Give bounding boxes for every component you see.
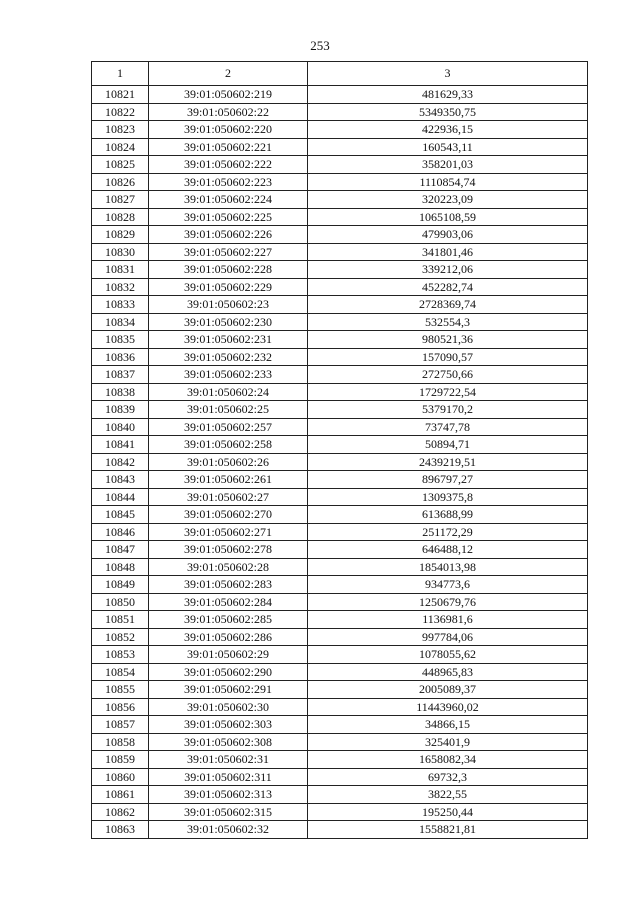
row-number-cell: 10859 bbox=[92, 751, 149, 769]
cadastral-value-cell: 613688,99 bbox=[308, 506, 588, 524]
cadastral-value-cell: 980521,36 bbox=[308, 331, 588, 349]
row-number-cell: 10850 bbox=[92, 593, 149, 611]
row-number-cell: 10827 bbox=[92, 191, 149, 209]
cadastral-number-cell: 39:01:050602:28 bbox=[149, 558, 308, 576]
cadastral-number-cell: 39:01:050602:232 bbox=[149, 348, 308, 366]
row-number-cell: 10830 bbox=[92, 243, 149, 261]
cadastral-number-cell: 39:01:050602:271 bbox=[149, 523, 308, 541]
table-row bbox=[92, 698, 588, 716]
cadastral-number-cell: 39:01:050602:283 bbox=[149, 576, 308, 594]
table-row bbox=[92, 313, 588, 331]
row-number-cell: 10863 bbox=[92, 821, 149, 839]
table-row bbox=[92, 821, 588, 839]
cadastral-number-cell: 39:01:050602:291 bbox=[149, 681, 308, 699]
cadastral-value-cell: 358201,03 bbox=[308, 156, 588, 174]
cadastral-number-cell: 39:01:050602:257 bbox=[149, 418, 308, 436]
cadastral-number-cell: 39:01:050602:233 bbox=[149, 366, 308, 384]
row-number-cell: 10860 bbox=[92, 768, 149, 786]
row-number-cell: 10847 bbox=[92, 541, 149, 559]
column-header-1: 1 bbox=[92, 62, 149, 86]
table-row bbox=[92, 226, 588, 244]
table-row bbox=[92, 173, 588, 191]
cadastral-number-cell: 39:01:050602:315 bbox=[149, 803, 308, 821]
row-number-cell: 10846 bbox=[92, 523, 149, 541]
table-row bbox=[92, 803, 588, 821]
cadastral-number-cell: 39:01:050602:221 bbox=[149, 138, 308, 156]
cadastral-number-cell: 39:01:050602:313 bbox=[149, 786, 308, 804]
cadastral-value-cell: 1729722,54 bbox=[308, 383, 588, 401]
cadastral-value-cell: 73747,78 bbox=[308, 418, 588, 436]
cadastral-number-cell: 39:01:050602:228 bbox=[149, 261, 308, 279]
table-row bbox=[92, 558, 588, 576]
row-number-cell: 10855 bbox=[92, 681, 149, 699]
cadastral-number-cell: 39:01:050602:24 bbox=[149, 383, 308, 401]
table-header bbox=[92, 62, 588, 86]
table-row bbox=[92, 103, 588, 121]
row-number-cell: 10844 bbox=[92, 488, 149, 506]
cadastral-value-cell: 452282,74 bbox=[308, 278, 588, 296]
table-row bbox=[92, 733, 588, 751]
cadastral-value-cell: 1110854,74 bbox=[308, 173, 588, 191]
table-row bbox=[92, 436, 588, 454]
cadastral-number-cell: 39:01:050602:29 bbox=[149, 646, 308, 664]
cadastral-number-cell: 39:01:050602:270 bbox=[149, 506, 308, 524]
row-number-cell: 10822 bbox=[92, 103, 149, 121]
cadastral-number-cell: 39:01:050602:286 bbox=[149, 628, 308, 646]
row-number-cell: 10861 bbox=[92, 786, 149, 804]
table-row bbox=[92, 576, 588, 594]
cadastral-number-cell: 39:01:050602:261 bbox=[149, 471, 308, 489]
table-row bbox=[92, 646, 588, 664]
row-number-cell: 10835 bbox=[92, 331, 149, 349]
row-number-cell: 10832 bbox=[92, 278, 149, 296]
column-header-2: 2 bbox=[149, 62, 308, 86]
cadastral-number-cell: 39:01:050602:311 bbox=[149, 768, 308, 786]
row-number-cell: 10856 bbox=[92, 698, 149, 716]
row-number-cell: 10843 bbox=[92, 471, 149, 489]
table-row bbox=[92, 331, 588, 349]
row-number-cell: 10838 bbox=[92, 383, 149, 401]
table-row bbox=[92, 366, 588, 384]
cadastral-value-cell: 272750,66 bbox=[308, 366, 588, 384]
table-row bbox=[92, 716, 588, 734]
cadastral-value-cell: 5349350,75 bbox=[308, 103, 588, 121]
cadastral-number-cell: 39:01:050602:230 bbox=[149, 313, 308, 331]
row-number-cell: 10851 bbox=[92, 611, 149, 629]
row-number-cell: 10840 bbox=[92, 418, 149, 436]
table-row bbox=[92, 261, 588, 279]
row-number-cell: 10834 bbox=[92, 313, 149, 331]
cadastral-value-cell: 1250679,76 bbox=[308, 593, 588, 611]
table-row bbox=[92, 243, 588, 261]
table-row bbox=[92, 681, 588, 699]
table-row bbox=[92, 156, 588, 174]
cadastral-number-cell: 39:01:050602:23 bbox=[149, 296, 308, 314]
table-row bbox=[92, 593, 588, 611]
cadastral-value-cell: 1065108,59 bbox=[308, 208, 588, 226]
row-number-cell: 10826 bbox=[92, 173, 149, 191]
table-row bbox=[92, 488, 588, 506]
table-body bbox=[92, 86, 588, 839]
cadastral-value-cell: 325401,9 bbox=[308, 733, 588, 751]
table-row bbox=[92, 506, 588, 524]
table-row bbox=[92, 191, 588, 209]
table-row bbox=[92, 121, 588, 139]
cadastral-value-cell: 896797,27 bbox=[308, 471, 588, 489]
row-number-cell: 10824 bbox=[92, 138, 149, 156]
row-number-cell: 10849 bbox=[92, 576, 149, 594]
cadastral-number-cell: 39:01:050602:303 bbox=[149, 716, 308, 734]
cadastral-value-cell: 157090,57 bbox=[308, 348, 588, 366]
cadastral-number-cell: 39:01:050602:220 bbox=[149, 121, 308, 139]
cadastral-number-cell: 39:01:050602:222 bbox=[149, 156, 308, 174]
table-row bbox=[92, 348, 588, 366]
cadastral-value-cell: 160543,11 bbox=[308, 138, 588, 156]
cadastral-value-cell: 320223,09 bbox=[308, 191, 588, 209]
row-number-cell: 10845 bbox=[92, 506, 149, 524]
row-number-cell: 10854 bbox=[92, 663, 149, 681]
cadastral-value-cell: 2439219,51 bbox=[308, 453, 588, 471]
cadastral-number-cell: 39:01:050602:227 bbox=[149, 243, 308, 261]
cadastral-value-cell: 11443960,02 bbox=[308, 698, 588, 716]
row-number-cell: 10841 bbox=[92, 436, 149, 454]
cadastral-value-cell: 251172,29 bbox=[308, 523, 588, 541]
page-number: 253 bbox=[310, 38, 330, 53]
table-row bbox=[92, 768, 588, 786]
cadastral-value-cell: 934773,6 bbox=[308, 576, 588, 594]
cadastral-number-cell: 39:01:050602:231 bbox=[149, 331, 308, 349]
cadastral-number-cell: 39:01:050602:290 bbox=[149, 663, 308, 681]
row-number-cell: 10825 bbox=[92, 156, 149, 174]
cadastral-number-cell: 39:01:050602:31 bbox=[149, 751, 308, 769]
cadastral-value-cell: 1854013,98 bbox=[308, 558, 588, 576]
cadastral-value-cell: 646488,12 bbox=[308, 541, 588, 559]
row-number-cell: 10829 bbox=[92, 226, 149, 244]
cadastral-value-cell: 2005089,37 bbox=[308, 681, 588, 699]
table-row bbox=[92, 628, 588, 646]
row-number-cell: 10836 bbox=[92, 348, 149, 366]
cadastral-value-cell: 69732,3 bbox=[308, 768, 588, 786]
row-number-cell: 10828 bbox=[92, 208, 149, 226]
cadastral-value-cell: 195250,44 bbox=[308, 803, 588, 821]
row-number-cell: 10839 bbox=[92, 401, 149, 419]
table-row bbox=[92, 296, 588, 314]
cadastral-number-cell: 39:01:050602:219 bbox=[149, 86, 308, 104]
cadastral-number-cell: 39:01:050602:278 bbox=[149, 541, 308, 559]
cadastral-value-cell: 341801,46 bbox=[308, 243, 588, 261]
cadastral-number-cell: 39:01:050602:26 bbox=[149, 453, 308, 471]
cadastral-value-cell: 339212,06 bbox=[308, 261, 588, 279]
cadastral-number-cell: 39:01:050602:285 bbox=[149, 611, 308, 629]
row-number-cell: 10837 bbox=[92, 366, 149, 384]
cadastral-number-cell: 39:01:050602:226 bbox=[149, 226, 308, 244]
cadastral-number-cell: 39:01:050602:223 bbox=[149, 173, 308, 191]
table-row bbox=[92, 471, 588, 489]
cadastral-value-cell: 479903,06 bbox=[308, 226, 588, 244]
cadastral-number-cell: 39:01:050602:22 bbox=[149, 103, 308, 121]
table-row bbox=[92, 138, 588, 156]
cadastral-number-cell: 39:01:050602:27 bbox=[149, 488, 308, 506]
column-header-3: 3 bbox=[308, 62, 588, 86]
cadastral-value-table bbox=[91, 61, 588, 839]
cadastral-value-cell: 5379170,2 bbox=[308, 401, 588, 419]
cadastral-value-cell: 997784,06 bbox=[308, 628, 588, 646]
cadastral-number-cell: 39:01:050602:284 bbox=[149, 593, 308, 611]
cadastral-number-cell: 39:01:050602:308 bbox=[149, 733, 308, 751]
row-number-cell: 10848 bbox=[92, 558, 149, 576]
cadastral-value-cell: 34866,15 bbox=[308, 716, 588, 734]
table-row bbox=[92, 401, 588, 419]
table-row bbox=[92, 383, 588, 401]
row-number-cell: 10821 bbox=[92, 86, 149, 104]
cadastral-value-cell: 532554,3 bbox=[308, 313, 588, 331]
cadastral-number-cell: 39:01:050602:229 bbox=[149, 278, 308, 296]
table-row bbox=[92, 453, 588, 471]
table-row bbox=[92, 611, 588, 629]
row-number-cell: 10862 bbox=[92, 803, 149, 821]
cadastral-value-cell: 2728369,74 bbox=[308, 296, 588, 314]
cadastral-value-cell: 1658082,34 bbox=[308, 751, 588, 769]
row-number-cell: 10842 bbox=[92, 453, 149, 471]
table-row bbox=[92, 751, 588, 769]
table-row bbox=[92, 523, 588, 541]
cadastral-number-cell: 39:01:050602:258 bbox=[149, 436, 308, 454]
table-row bbox=[92, 418, 588, 436]
row-number-cell: 10853 bbox=[92, 646, 149, 664]
row-number-cell: 10831 bbox=[92, 261, 149, 279]
cadastral-number-cell: 39:01:050602:32 bbox=[149, 821, 308, 839]
table-row bbox=[92, 278, 588, 296]
header-row bbox=[92, 62, 588, 86]
cadastral-value-cell: 422936,15 bbox=[308, 121, 588, 139]
cadastral-number-cell: 39:01:050602:30 bbox=[149, 698, 308, 716]
row-number-cell: 10858 bbox=[92, 733, 149, 751]
cadastral-value-cell: 50894,71 bbox=[308, 436, 588, 454]
table-row bbox=[92, 663, 588, 681]
row-number-cell: 10852 bbox=[92, 628, 149, 646]
cadastral-number-cell: 39:01:050602:25 bbox=[149, 401, 308, 419]
cadastral-value-cell: 3822,55 bbox=[308, 786, 588, 804]
table-row bbox=[92, 208, 588, 226]
row-number-cell: 10833 bbox=[92, 296, 149, 314]
cadastral-value-cell: 1078055,62 bbox=[308, 646, 588, 664]
cadastral-number-cell: 39:01:050602:225 bbox=[149, 208, 308, 226]
cadastral-value-cell: 1558821,81 bbox=[308, 821, 588, 839]
row-number-cell: 10823 bbox=[92, 121, 149, 139]
cadastral-number-cell: 39:01:050602:224 bbox=[149, 191, 308, 209]
cadastral-value-cell: 481629,33 bbox=[308, 86, 588, 104]
table-row bbox=[92, 541, 588, 559]
cadastral-value-cell: 1136981,6 bbox=[308, 611, 588, 629]
table-row bbox=[92, 86, 588, 104]
table-row bbox=[92, 786, 588, 804]
cadastral-value-cell: 448965,83 bbox=[308, 663, 588, 681]
cadastral-value-cell: 1309375,8 bbox=[308, 488, 588, 506]
row-number-cell: 10857 bbox=[92, 716, 149, 734]
